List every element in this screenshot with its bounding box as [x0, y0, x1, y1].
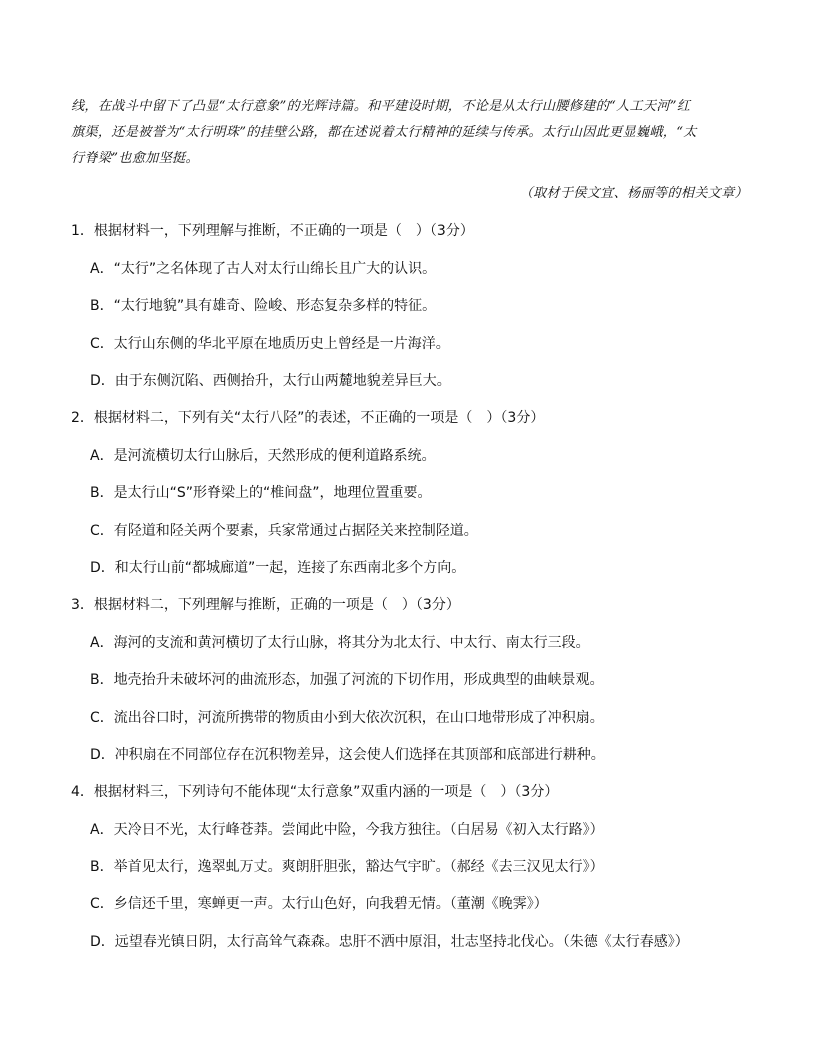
question-2-option-d: D．和太行山前“都城廊道”一起，连接了东西南北多个方向。: [90, 560, 466, 576]
question-4-option-a: A．天冷日不光，太行峰苍莽。尝闻此中险，今我方独往。（白居易《初入太行路》）: [90, 822, 604, 838]
question-4-option-c: C．乡信还千里，寒蝉更一声。太行山色好，向我碧无情。（董潮《晚霁》）: [90, 896, 548, 912]
question-4-option-b: B．举首见太行，逸翠虬万丈。爽朗肝胆张，豁达气宇旷。（郝经《去三汉见太行》）: [90, 859, 604, 875]
question-1-option-b: B．“太行地貌”具有雄奇、险峻、形态复杂多样的特征。: [90, 298, 437, 314]
question-1-option-d: D．由于东侧沉陷、西侧抬升，太行山两麓地貌差异巨大。: [90, 373, 451, 389]
question-1-stem: 1．根据材料一，下列理解与推断，不正确的一项是（ ）（3分）: [71, 223, 474, 239]
question-2-option-c: C．有陉道和陉关两个要素，兵家常通过占据陉关来控制陉道。: [90, 523, 478, 539]
passage-text: [71, 94, 747, 172]
question-3-option-b: B．地壳抬升未破坏河的曲流形态，加强了河流的下切作用，形成典型的曲峡景观。: [90, 672, 604, 688]
question-2-option-b: B．是太行山“S”形脊梁上的“椎间盘”，地理位置重要。: [90, 485, 432, 501]
question-3-option-a: A．海河的支流和黄河横切了太行山脉，将其分为北太行、中太行、南太行三段。: [90, 635, 590, 651]
question-4-stem: 4．根据材料三，下列诗句不能体现“太行意象”双重内涵的一项是（ ）（3分）: [71, 784, 559, 800]
passage-line: 线，在战斗中留下了凸显“太行意象”的光辉诗篇。和平建设时期，不论是从太行山腰修建的“人工天河”红: [71, 99, 691, 114]
question-1-option-c: C．太行山东侧的华北平原在地质历史上曾经是一片海洋。: [90, 336, 450, 352]
question-3-option-d: D．冲积扇在不同部位存在沉积物差异，这会使人们选择在其顶部和底部进行耕种。: [90, 747, 605, 763]
question-1-option-a: A．“太行”之名体现了古人对太行山绵长且广大的认识。: [90, 261, 437, 277]
question-2-stem: 2．根据材料二，下列有关“太行八陉”的表述，不正确的一项是（ ）（3分）: [71, 410, 545, 426]
passage-line: 旗渠，还是被誉为“太行明珠”的挂壁公路，都在述说着太行精神的延续与传承。太行山因此更显巍峨，“太: [71, 125, 697, 140]
passage-line: 行脊梁”也愈加坚挺。: [71, 151, 199, 166]
question-3-option-c: C．流出谷口时，河流所携带的物质由小到大依次沉积，在山口地带形成了冲积扇。: [90, 710, 604, 726]
question-4-option-d: D．远望春光镇日阴，太行高耸气森森。忠肝不洒中原泪，壮志坚持北伐心。（朱德《太行春感》）: [90, 934, 689, 950]
question-2-option-a: A．是河流横切太行山脉后，天然形成的便利道路系统。: [90, 448, 436, 464]
passage-source: （取材于侯文宜、杨丽等的相关文章）: [519, 186, 748, 201]
question-3-stem: 3．根据材料二，下列理解与推断，正确的一项是（ ）（3分）: [71, 597, 460, 613]
